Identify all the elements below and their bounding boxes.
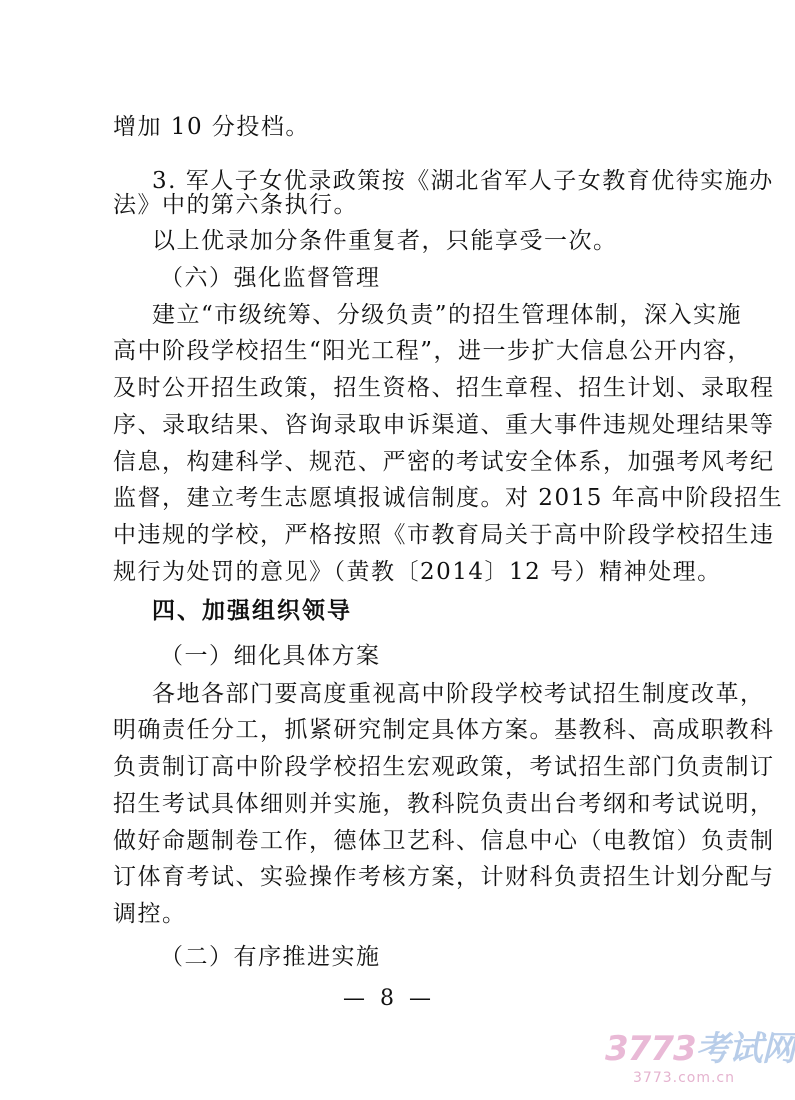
paragraph-line: 信息，构建科学、规范、严密的考试安全体系，加强考风考纪 <box>113 449 775 475</box>
paragraph-line: 做好命题制卷工作，德体卫艺科、信息中心（电教馆）负责制 <box>113 828 775 854</box>
paragraph-line: 招生考试具体细则并实施，教科院负责出台考纲和考试说明， <box>113 791 775 817</box>
paragraph-line: 及时公开招生政策，招生资格、招生章程、招生计划、录取程 <box>113 375 775 401</box>
paragraph-line: 高中阶段学校招生“阳光工程”，进一步扩大信息公开内容， <box>113 338 753 364</box>
paragraph-line: 负责制订高中阶段学校招生宏观政策，考试招生部门负责制订 <box>113 754 775 780</box>
text-line-continuation: 增加 10 分投档。 <box>113 114 310 140</box>
paragraph-line: 中违规的学校，严格按照《市教育局关于高中阶段学校招生违 <box>113 522 775 548</box>
subsection-heading-2: （二）有序推进实施 <box>160 944 381 970</box>
text-line-item-3: 3. 军人子女优录政策按《湖北省军人子女教育优待实施办 <box>152 168 774 194</box>
paragraph-line: 建立“市级统筹、分级负责”的招生管理体制，深入实施 <box>152 302 743 328</box>
paragraph-line: 各地各部门要高度重视高中阶段学校考试招生制度改革， <box>152 681 765 707</box>
paragraph-line: 监督，建立考生志愿填报诚信制度。对 2015 年高中阶段招生 <box>113 485 784 511</box>
subsection-heading-6: （六）强化监督管理 <box>160 265 381 291</box>
watermark-url: 3773.com.cn <box>633 1070 735 1086</box>
paragraph-line: 明确责任分工，抓紧研究制定具体方案。基教科、高成职教科 <box>113 717 775 743</box>
section-heading-4: 四、加强组织领导 <box>152 598 352 624</box>
paragraph-line: 序、录取结果、咨询录取申诉渠道、重大事件违规处理结果等 <box>113 412 775 438</box>
site-watermark-logo <box>605 1029 795 1092</box>
paragraph-line: 订体育考试、实验操作考核方案，计财科负责招生计划分配与 <box>113 864 775 890</box>
paragraph-line: 调控。 <box>113 901 187 927</box>
subsection-heading-1: （一）细化具体方案 <box>160 643 381 669</box>
watermark-number: 3773 <box>605 1029 696 1069</box>
text-line: 法》中的第六条执行。 <box>113 192 358 218</box>
page-number: — 8 — <box>343 986 435 1011</box>
text-line-note: 以上优录加分条件重复者，只能享受一次。 <box>152 228 618 254</box>
watermark-brand: 考试网 <box>695 1029 795 1069</box>
paragraph-line: 规行为处罚的意见》（黄教〔2014〕12 号）精神处理。 <box>113 559 722 585</box>
